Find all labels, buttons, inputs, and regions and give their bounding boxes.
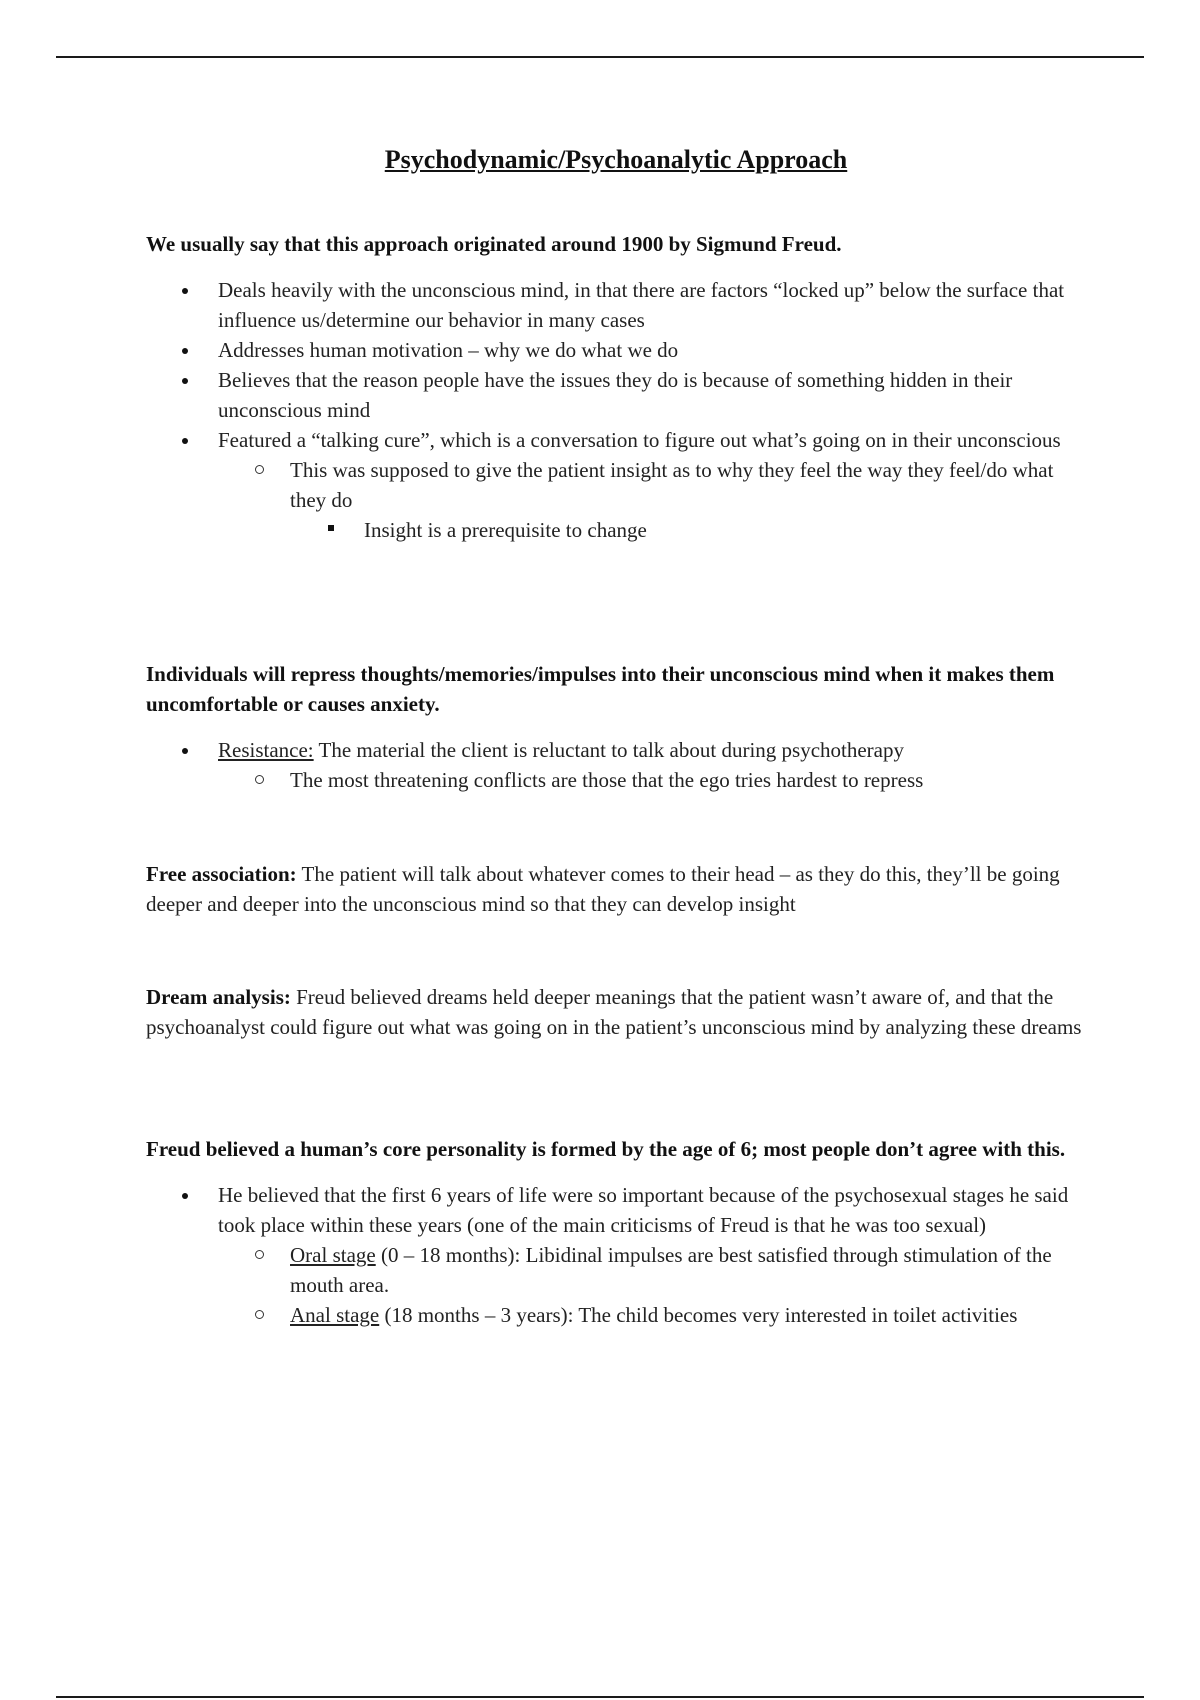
hollow-bullet-icon	[255, 765, 264, 795]
paragraph	[146, 982, 1086, 1042]
section-lead: Individuals will repress thoughts/memories/impulses into their unconscious mind when it makes them uncomfortable or causes anxiety.	[146, 662, 1055, 716]
bullet-icon	[182, 735, 188, 765]
hollow-bullet-icon	[255, 455, 264, 485]
list-item	[146, 365, 1086, 425]
list-item-text: Believes that the reason people have the issues they do is because of something hidden in their unconscious mind	[218, 368, 1013, 422]
list-item	[146, 335, 1086, 365]
list-item	[146, 1180, 1086, 1240]
bullet-list	[146, 275, 1086, 545]
list-item-text: He believed that the first 6 years of life were so important because of the psychosexual stages he said took place within these years (one of the main criticisms of Freud is that he was too sexual)	[218, 1183, 1069, 1237]
section-origins	[146, 229, 1086, 545]
list-item-text: Insight is a prerequisite to change	[364, 518, 647, 542]
bullet-list	[146, 1180, 1086, 1330]
bullet-icon	[182, 275, 188, 305]
bullet-icon	[182, 335, 188, 365]
section-repression	[146, 659, 1086, 795]
term-anal-stage: Anal stage	[290, 1303, 380, 1327]
bullet-icon	[182, 1180, 188, 1210]
section-personality	[146, 1134, 1086, 1330]
section-free-association	[146, 859, 1086, 919]
list-item-text: This was supposed to give the patient insight as to why they feel the way they feel/do what they do	[290, 458, 1054, 512]
term-dream-analysis: Dream analysis:	[146, 985, 291, 1009]
term-free-association: Free association:	[146, 862, 297, 886]
list-item-text: (0 – 18 months): Libidinal impulses are best satisfied through stimulation of the mouth area.	[290, 1243, 1052, 1297]
list-item	[146, 425, 1086, 455]
list-subitem	[146, 1240, 1086, 1300]
list-item-text: (18 months – 3 years): The child becomes very interested in toilet activities	[379, 1303, 1018, 1327]
list-subitem	[146, 1300, 1086, 1330]
list-item	[146, 735, 1086, 765]
list-subitem	[146, 765, 1086, 795]
bullet-list	[146, 735, 1086, 795]
section-dream-analysis	[146, 982, 1086, 1042]
top-rule	[56, 56, 1144, 58]
list-item-text: Deals heavily with the unconscious mind, in that there are factors “locked up” below the surface that influence us/determine our behavior in many cases	[218, 278, 1065, 332]
paragraph-text: Freud believed dreams held deeper meanings that the patient wasn’t aware of, and that the psychoanalyst could figure out what was going on in the patient’s unconscious mind by analyzing these dreams	[146, 985, 1082, 1039]
list-item	[146, 275, 1086, 335]
paragraph-text: The patient will talk about whatever comes to their head – as they do this, they’ll be going deeper and deeper into the unconscious mind so that they can develop insight	[146, 862, 1060, 916]
section-lead: We usually say that this approach originated around 1900 by Sigmund Freud.	[146, 232, 842, 256]
list-subitem	[146, 455, 1086, 515]
term-oral-stage: Oral stage	[290, 1243, 376, 1267]
list-subsubitem	[146, 515, 1086, 545]
bullet-icon	[182, 425, 188, 455]
square-bullet-icon	[328, 515, 334, 545]
page-title: Psychodynamic/Psychoanalytic Approach	[384, 145, 848, 174]
list-item-text: The most threatening conflicts are those that the ego tries hardest to repress	[290, 768, 924, 792]
term-definition: The material the client is reluctant to talk about during psychotherapy	[313, 738, 904, 762]
hollow-bullet-icon	[255, 1300, 264, 1330]
section-lead: Freud believed a human’s core personality is formed by the age of 6; most people don’t agree with this.	[146, 1137, 1066, 1161]
bottom-rule	[56, 1696, 1144, 1698]
paragraph	[146, 859, 1086, 919]
hollow-bullet-icon	[255, 1240, 264, 1270]
bullet-icon	[182, 365, 188, 395]
term-resistance: Resistance:	[218, 738, 314, 762]
list-item-text: Featured a “talking cure”, which is a conversation to figure out what’s going on in their unconscious	[218, 428, 1061, 452]
list-item-text: Addresses human motivation – why we do what we do	[218, 338, 679, 362]
